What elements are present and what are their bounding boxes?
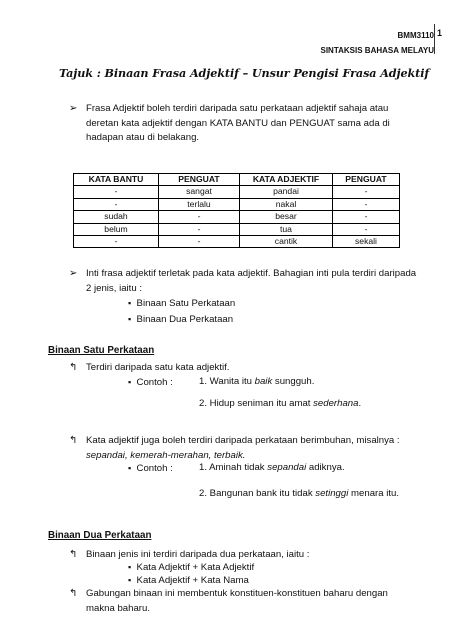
bullet-icon: ▪ <box>128 298 132 308</box>
example-1: 1. Wanita itu baik sungguh. <box>199 376 315 387</box>
course-subject: SINTAKSIS BAHASA MELAYU <box>320 46 434 55</box>
inti-paragraph: Inti frasa adjektif terletak pada kata adjektif. Bahagian inti pula terdiri daripada 2 jenis, iaitu : <box>86 268 417 294</box>
sec1-paragraph-2: Kata adjektif juga boleh terdiri daripada perkataan berimbuhan, misalnya : sepandai, kemerah-merahan, terbaik. <box>86 435 400 461</box>
section-heading-satu: Binaan Satu Perkataan <box>48 345 155 356</box>
example-4: 2. Bangunan bank itu tidak setinggi menara itu. <box>199 488 400 499</box>
table-row: sudah - besar - <box>74 211 400 223</box>
sec2-bullet-list <box>128 561 254 587</box>
table-row: belum - tua - <box>74 223 400 235</box>
hook-arrow-icon: ↰ <box>69 435 78 446</box>
sec1-paragraph-1: Terdiri daripada satu kata adjektif. <box>86 362 230 373</box>
arrow-bullet-icon: ➢ <box>69 103 78 114</box>
table-header-row: KATA BANTU PENGUAT KATA ADJEKTIF PENGUAT <box>74 174 400 186</box>
intro-paragraph: Frasa Adjektif boleh terdiri daripada satu perkataan adjektif sahaja atau deretan kata adjektif dengan KATA BANTU dan PENGUAT sama ada di hadapan atau di belakang. <box>86 103 390 143</box>
arrow-bullet-icon: ➢ <box>69 268 78 279</box>
list-item: ▪ Binaan Satu Perkataan <box>128 298 236 309</box>
example-3: 1. Aminah tidak sepandai adiknya. <box>199 462 345 473</box>
bullet-icon: ▪ <box>128 313 132 324</box>
sec2-paragraph-1: Binaan jenis ini terdiri daripada dua perkataan, iaitu : <box>86 549 310 560</box>
bullet-icon: ▪ <box>128 377 132 387</box>
sec1-contoh-1: ▪ Contoh : <box>128 377 173 388</box>
page-number: 1 <box>437 28 443 38</box>
list-item: ▪ Kata Adjektif + Kata Adjektif <box>128 562 255 573</box>
bullet-icon: ▪ <box>128 575 132 585</box>
section-heading-dua: Binaan Dua Perkataan <box>48 530 152 541</box>
course-code: BMM3110 <box>397 31 434 40</box>
hook-arrow-icon: ↰ <box>69 549 78 560</box>
sec1-contoh-2: ▪ Contoh : <box>128 463 173 474</box>
table-row: - - cantik sekali <box>74 236 400 248</box>
bullet-icon: ▪ <box>128 562 132 572</box>
header-divider <box>434 24 435 54</box>
running-header <box>321 28 435 58</box>
list-item: ▪ Binaan Dua Perkataan <box>128 313 234 325</box>
adjective-table <box>73 173 400 248</box>
table-row: - sangat pandai - <box>74 186 400 198</box>
hook-arrow-icon: ↰ <box>69 588 78 599</box>
example-2: 2. Hidup seniman itu amat sederhana. <box>199 398 362 409</box>
sec2-paragraph-2: Gabungan binaan ini membentuk konstituen-konstituen baharu dengan makna baharu. <box>86 588 388 614</box>
bullet-icon: ▪ <box>128 463 132 473</box>
page-title: Tajuk : Binaan Frasa Adjektif – Unsur Pengisi Frasa Adjektif <box>59 66 430 80</box>
list-item: ▪ Kata Adjektif + Kata Nama <box>128 575 249 586</box>
table-row: - terlalu nakal - <box>74 198 400 210</box>
hook-arrow-icon: ↰ <box>69 362 78 373</box>
inti-bullet-list <box>128 296 235 327</box>
